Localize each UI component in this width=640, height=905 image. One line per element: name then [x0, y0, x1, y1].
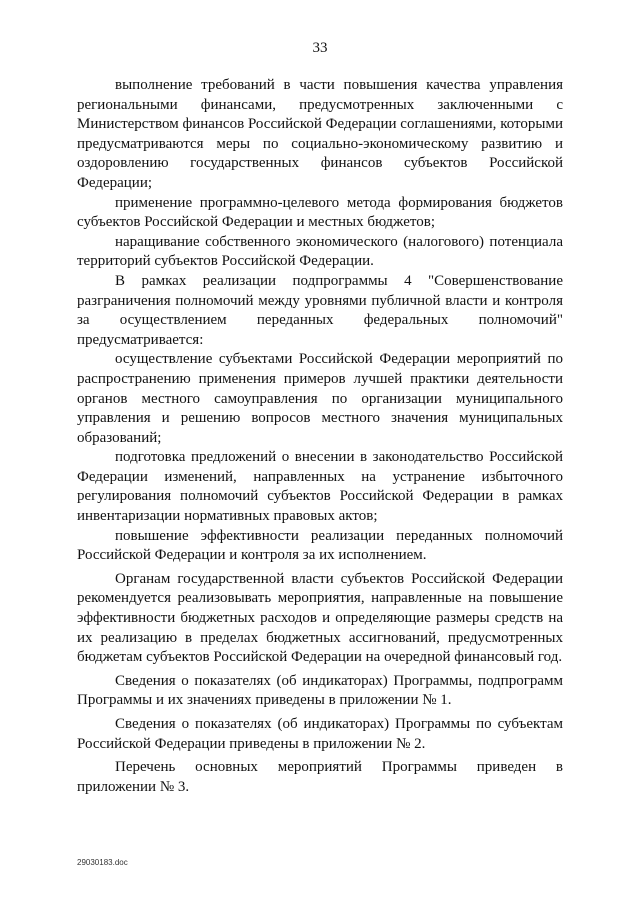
- paragraph: осуществление субъектами Российской Федерации мероприятий по распространению применения примеров лучшей практики деятельности органов местного самоуправления по организации муниципального управления и решению вопросов местного значения муниципальных образований;: [77, 351, 563, 446]
- footer-file-code: 29030183.doc: [77, 858, 128, 867]
- document-body: [77, 76, 563, 797]
- paragraph: Сведения о показателях (об индикаторах) Программы по субъектам Российской Федерации приведены в приложении № 2.: [77, 716, 563, 752]
- paragraph: выполнение требований в части повышения качества управления региональными финансами, предусмотренных заключенными с Министерством финансов Российской Федерации соглашениями, которыми предусматриваются меры по социально-экономическому развитию и оздоровлению государственных финансов субъектов Российской Федерации;: [77, 77, 563, 191]
- page-number: 33: [312, 40, 328, 56]
- paragraph: применение программно-целевого метода формирования бюджетов субъектов Российской Федерации и местных бюджетов;: [77, 194, 563, 231]
- paragraph: Органам государственной власти субъектов Российской Федерации рекомендуется реализовывать мероприятия, направленные на повышение эффективности бюджетных расходов и определяющие размеры средств на их реализацию в пределах бюджетных ассигнований, предусмотренных бюджетам субъектов Российской Федерации на очередной финансовый год.: [77, 570, 563, 666]
- paragraph: повышение эффективности реализации переданных полномочий Российской Федерации и контроля за их исполнением.: [77, 527, 563, 564]
- paragraph: Перечень основных мероприятий Программы приведен в приложении № 3.: [77, 759, 563, 795]
- paragraph: подготовка предложений о внесении в законодательство Российской Федерации изменений, направленных на устранение избыточного регулирования полномочий субъектов Российской Федерации в рамках инвентаризации нормативных правовых актов;: [77, 449, 563, 525]
- paragraph: В рамках реализации подпрограммы 4 "Совершенствование разграничения полномочий между уровнями публичной власти и контроля за осуществлением переданных федеральных полномочий" предусматривается:: [77, 272, 563, 348]
- paragraph: Сведения о показателях (об индикаторах) Программы, подпрограмм Программы и их значениях приведены в приложении № 1.: [77, 672, 563, 709]
- paragraph: наращивание собственного экономического (налогового) потенциала территорий субъектов Российской Федерации.: [77, 233, 563, 270]
